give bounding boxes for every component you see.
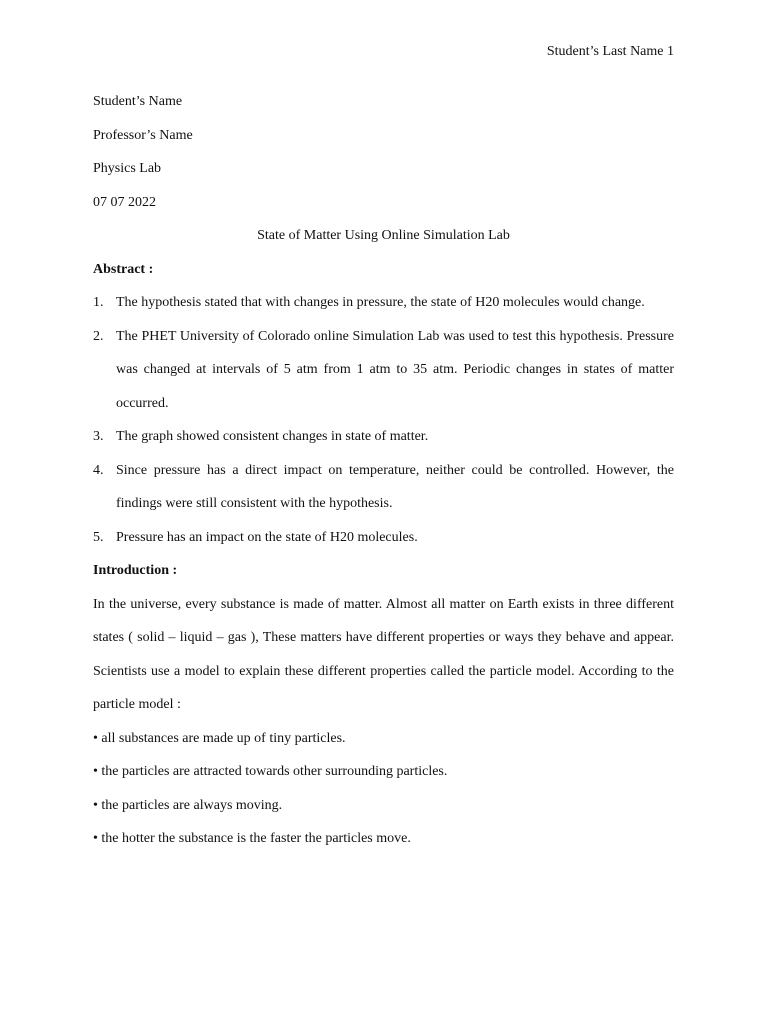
list-item: • the hotter the substance is the faster the particles move. [93, 831, 411, 846]
document-title: State of Matter Using Online Simulation Lab [257, 228, 510, 243]
list-item: • the particles are attracted towards other surrounding particles. [93, 764, 448, 779]
particle-model-list [93, 722, 674, 856]
abstract-item-number: 5. [93, 529, 104, 545]
abstract-item-number: 4. [93, 462, 104, 478]
professor-name: Professor’s Name [93, 127, 193, 143]
abstract-item-number: 2. [93, 328, 104, 344]
abstract-item-number: 1. [93, 295, 104, 310]
student-name: Student’s Name [93, 94, 183, 109]
list-item: • all substances are made up of tiny particles. [93, 730, 346, 746]
document-body [93, 85, 674, 856]
list-item: • the particles are always moving. [93, 797, 283, 813]
abstract-item-text: Since pressure has a direct impact on temperature, neither could be controlled. However, the findings were still consistent with the hypothesis. [116, 462, 674, 511]
abstract-item-text: The graph showed consistent changes in state of matter. [116, 429, 429, 444]
abstract-item [93, 320, 674, 421]
abstract-item [93, 454, 674, 521]
course-name: Physics Lab [93, 161, 162, 176]
abstract-item-text: Pressure has an impact on the state of H20 molecules. [116, 529, 418, 545]
abstract-item-text: The hypothesis stated that with changes in pressure, the state of H20 molecules would change. [116, 295, 645, 310]
document-date: 07 07 2022 [93, 194, 156, 210]
abstract-heading: Abstract : [93, 261, 154, 277]
abstract-item [93, 521, 674, 555]
introduction-heading: Introduction : [93, 563, 178, 578]
introduction-paragraph: In the universe, every substance is made of matter. Almost all matter on Earth exists in three different states ( solid – liquid – gas ), These matters have different properties or ways they behave and appear. Scientists use a model to explain these different properties called the particle model. According to the particle model : [93, 596, 674, 712]
abstract-item-number: 3. [93, 429, 104, 444]
abstract-item [93, 420, 674, 454]
abstract-item-text: The PHET University of Colorado online Simulation Lab was used to test this hypothesis. Pressure was changed at intervals of 5 atm from 1 atm to 35 atm. Periodic changes in states of matter occurred. [116, 328, 674, 411]
abstract-item [93, 286, 674, 320]
running-head: Student’s Last Name 1 [546, 44, 674, 59]
abstract-list [93, 286, 674, 554]
